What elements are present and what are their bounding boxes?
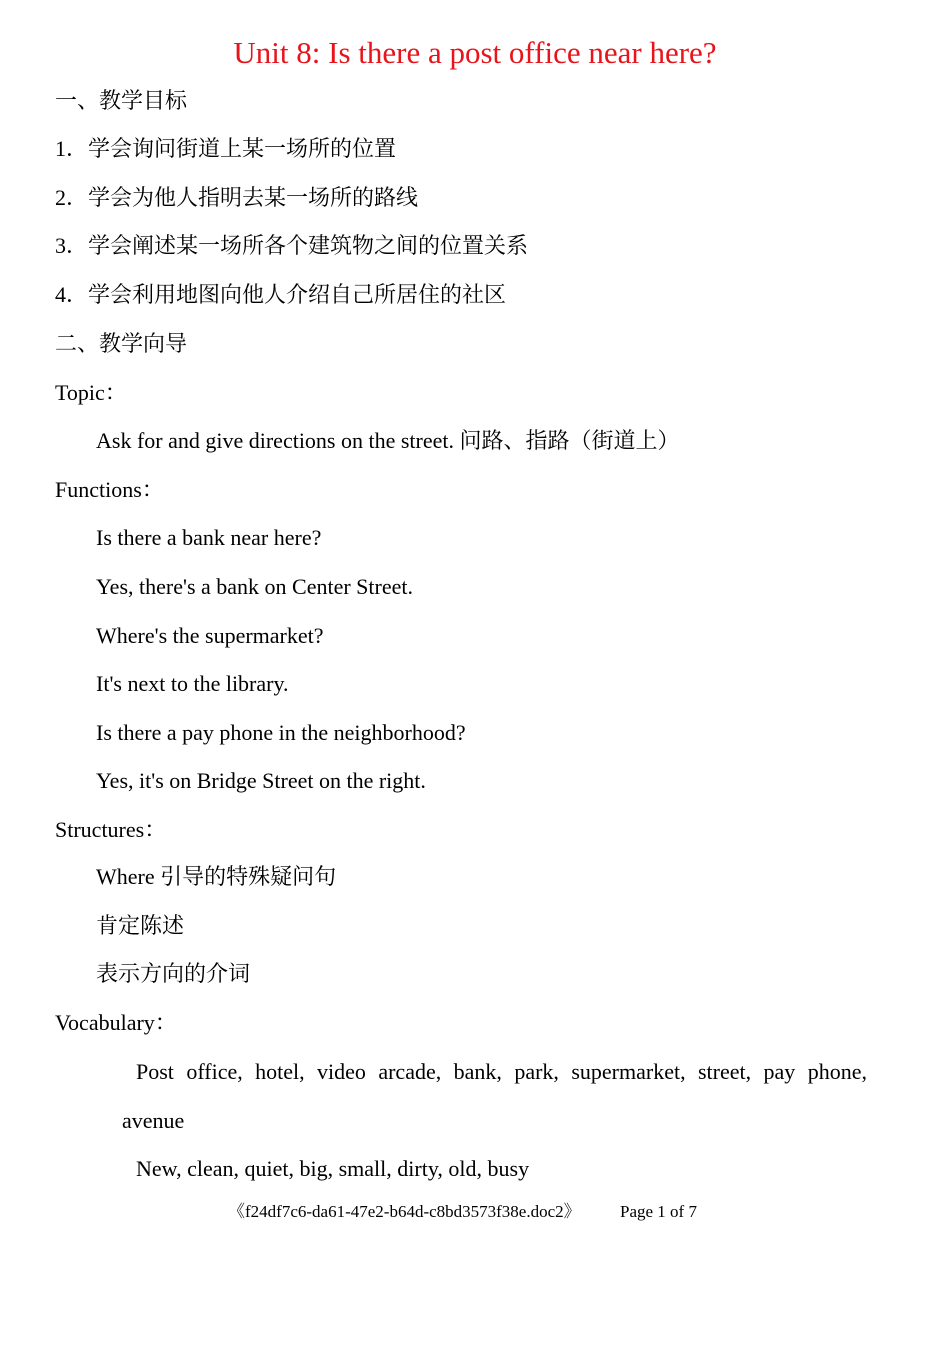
function-sentence: Where's the supermarket? xyxy=(96,623,324,648)
structures-label: Structures： xyxy=(55,817,167,842)
section-heading-objectives: 一、教学目标 xyxy=(55,88,188,113)
topic-text: Ask for and give directions on the street. 问路、指路（街道上） xyxy=(96,428,680,453)
vocabulary-label: Vocabulary： xyxy=(55,1010,177,1035)
structure-item: 表示方向的介词 xyxy=(96,961,251,986)
section-heading-guide: 二、教学向导 xyxy=(55,331,188,356)
page-title: Unit 8: Is there a post office near here? xyxy=(233,35,717,70)
functions-label: Functions： xyxy=(55,477,164,502)
vocabulary-nouns: Post office, hotel, video arcade, bank, park, supermarket, street, pay phone, xyxy=(136,1059,867,1084)
objective-item: 4．学会利用地图向他人介绍自己所居住的社区 xyxy=(55,282,507,307)
objective-item: 2．学会为他人指明去某一场所的路线 xyxy=(55,185,419,210)
footer-filename: 《f24df7c6-da61-47e2-b64d-c8bd3573f38e.doc2》 xyxy=(228,1202,581,1221)
function-sentence: Is there a bank near here? xyxy=(96,525,322,550)
objective-item: 1．学会询问街道上某一场所的位置 xyxy=(55,136,397,161)
footer-page-number: Page 1 of 7 xyxy=(620,1202,697,1221)
vocabulary-nouns-continued: avenue xyxy=(122,1108,185,1133)
objective-item: 3．学会阐述某一场所各个建筑物之间的位置关系 xyxy=(55,233,529,258)
function-sentence: Is there a pay phone in the neighborhood? xyxy=(96,720,466,745)
vocabulary-adjectives: New, clean, quiet, big, small, dirty, old, busy xyxy=(136,1156,530,1181)
function-sentence: Yes, there's a bank on Center Street. xyxy=(96,574,413,599)
function-sentence: Yes, it's on Bridge Street on the right. xyxy=(96,768,426,793)
topic-label: Topic： xyxy=(55,380,127,405)
structure-item: 肯定陈述 xyxy=(96,913,185,938)
structure-item: Where 引导的特殊疑问句 xyxy=(96,864,337,889)
function-sentence: It's next to the library. xyxy=(96,671,289,696)
